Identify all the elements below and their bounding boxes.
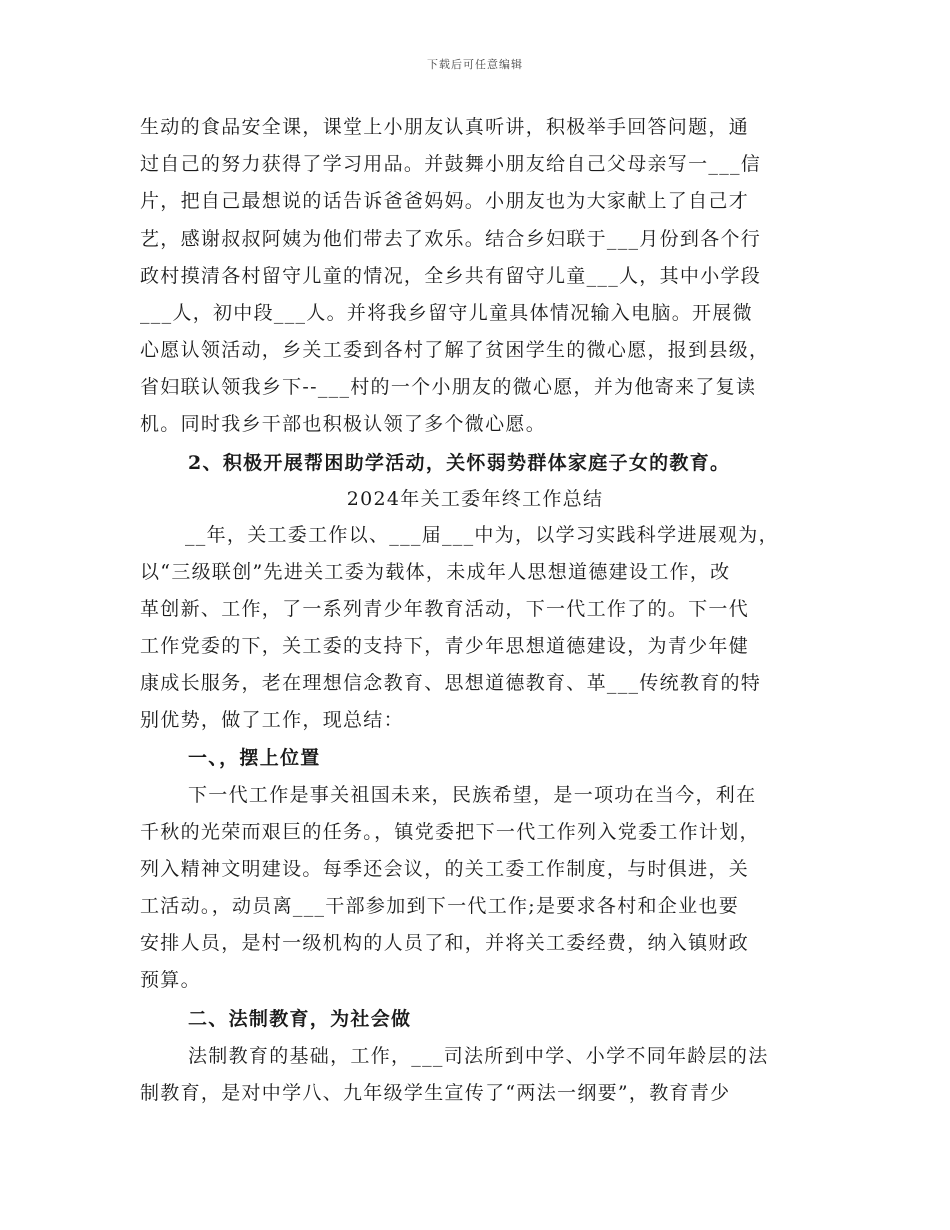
body-line: 康成长服务，老在理想信念教育、思想道德教育、革___传统教育的特 bbox=[140, 672, 762, 694]
body-line: 别优势，做了工作，现总结： bbox=[140, 709, 404, 731]
body-line: 过自己的努力获得了学习用品。并鼓舞小朋友给自己父母亲写一___信 bbox=[140, 153, 762, 175]
body-line: 片，把自己最想说的话告诉爸爸妈妈。小朋友也为大家献上了自己才 bbox=[140, 190, 750, 212]
body-line: 政村摸清各村留守儿童的情况，全乡共有留守儿童___人，其中小学段 bbox=[140, 265, 762, 287]
body-line: 省妇联认领我乡下--___村的一个小朋友的微心愿，并为他寄来了复读 bbox=[140, 376, 757, 398]
body-line: __年，关工委工作以、___届___中为，以学习实践科学进展观为， bbox=[185, 524, 779, 546]
body-line: 制教育，是对中学八、九年级学生宣传了“两法一纲要”，教育青少 bbox=[140, 1082, 731, 1104]
body-line: ___人，初中段___人。并将我乡留守儿童具体情况输入电脑。开展微 bbox=[140, 302, 753, 324]
body-line: 艺，感谢叔叔阿姨为他们带去了欢乐。结合乡妇联于___月份到各个行 bbox=[140, 228, 762, 250]
body-line: 工作党委的下，关工委的支持下，青少年思想道德建设，为青少年健 bbox=[140, 635, 750, 657]
body-line: 安排人员，是村一级机构的人员了和，并将关工委经费，纳入镇财政 bbox=[140, 932, 750, 954]
body-line: 预算。 bbox=[140, 969, 201, 991]
body-line: 列入精神文明建设。每季还会议，的关工委工作制度，与时俱进，关 bbox=[140, 858, 750, 880]
body-line: 革创新、工作，了一系列青少年教育活动，下一代工作了的。下一代 bbox=[140, 598, 750, 620]
body-line: 心愿认领活动，乡关工委到各村了解了贫困学生的微心愿，报到县级， bbox=[140, 339, 770, 361]
body-line: 千秋的光荣而艰巨的任务。，镇党委把下一代工作列入党委工作计划， bbox=[140, 821, 760, 843]
body-line: 以“三级联创”先进关工委为载体，未成年人思想道德建设工作，改 bbox=[140, 561, 731, 583]
section-heading: 一、，摆上位置 bbox=[188, 747, 321, 769]
page-header: 下载后可任意编辑 bbox=[427, 58, 523, 71]
body-line: 生动的食品安全课，课堂上小朋友认真听讲，积极举手回答问题，通 bbox=[140, 116, 750, 138]
section-heading: 二、法制教育，为社会做 bbox=[188, 1008, 412, 1030]
section-heading: 2、积极开展帮困助学活动，关怀弱势群体家庭子女的教育。 bbox=[188, 452, 731, 474]
document-title: 2024年关工委年终工作总结 bbox=[346, 488, 604, 510]
body-line: 工活动。，动员离___干部参加到下一代工作;是要求各村和企业也要 bbox=[140, 895, 740, 917]
body-line: 机。同时我乡干部也积极认领了多个微心愿。 bbox=[140, 413, 547, 435]
body-line: 法制教育的基础，工作，___司法所到中学、小学不同年龄层的法 bbox=[188, 1045, 769, 1067]
body-line: 下一代工作是事关祖国未来，民族希望，是一项功在当今，利在 bbox=[188, 784, 757, 806]
